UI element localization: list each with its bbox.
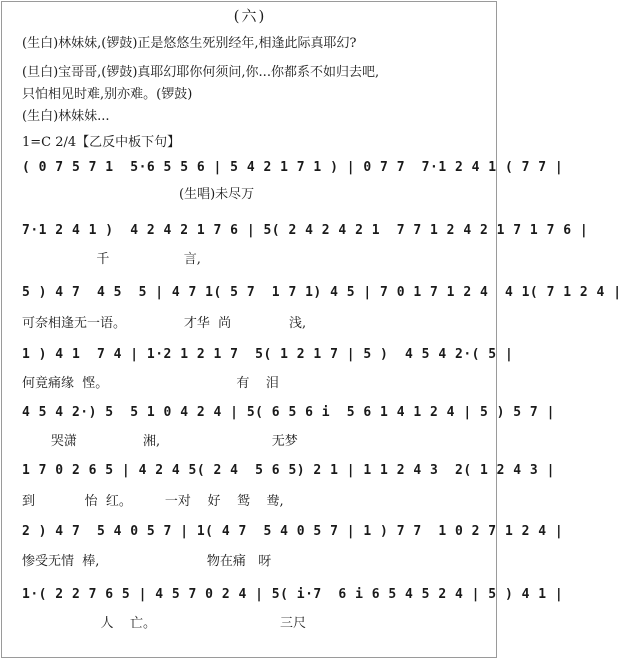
notation-row-4: 1 ) 4 1 7 4 | 1·2 1 2 1 7 5( 1 2 1 7 | 5 ) 4 5 4 2·( 5 |: [22, 347, 514, 362]
lyrics-row-3: 可奈相逢无一语。 才华 尚 浅,: [22, 316, 307, 331]
section-title: (六): [233, 7, 267, 25]
notation-row-6: 1 7 0 2 6 5 | 4 2 4 5( 2 4 5 6 5) 2 1 | 1 1 2 4 3 2( 1 2 4 3 |: [22, 463, 555, 478]
key-signature: 1=C 2/4【乙反中板下句】: [22, 135, 181, 150]
lyrics-row-5: 哭潇 湘, 无梦: [22, 434, 298, 449]
notation-row-2: 7·1 2 4 1 ) 4 2 4 2 1 7 6 | 5( 2 4 2 4 2 1 7 7 1 2 4 2 1 7 1 7 6 |: [22, 223, 589, 238]
dialogue-line-2: (旦白)宝哥哥,(锣鼓)真耶幻耶你何须问,你...你都系不如归去吧, 只怕相见时难,别亦难。(锣鼓): [22, 65, 380, 102]
lyrics-row-8: 人 亡。 三尺: [22, 616, 307, 631]
lyrics-row-6: 到 怡 红。 一对 好 鸳 鸯,: [22, 494, 284, 509]
notation-row-3: 5 ) 4 7 4 5 5 | 4 7 1( 5 7 1 7 1) 4 5 | 7 0 1 7 1 2 4 4 1( 7 1 2 4 |: [22, 285, 622, 300]
dialogue-line-1: (生白)林妹妹,(锣鼓)正是悠悠生死别经年,相逢此际真耶幻?: [22, 36, 357, 51]
notation-row-7: 2 ) 4 7 5 4 0 5 7 | 1( 4 7 5 4 0 5 7 | 1 ) 7 7 1 0 2 7 1 2 4 |: [22, 524, 564, 539]
notation-row-5: 4 5 4 2·) 5 5 1 0 4 2 4 | 5( 6 5 6 i 5 6 1 4 1 2 4 | 5 ) 5 7 |: [22, 405, 555, 420]
lyrics-row-7: 惨受无情 棒, 物在痛 呀: [22, 554, 272, 569]
dialogue-line-3: (生白)林妹妹...: [22, 109, 110, 124]
lyrics-row-4: 何竟痛缘 悭。 有 泪: [22, 376, 279, 391]
lyrics-row-1: (生唱)未尽万: [22, 187, 255, 202]
notation-row-1: ( 0 7 5 7 1 5·6 5 5 6 | 5 4 2 1 7 1 ) | 0 7 7 7·1 2 4 1 ( 7 7 |: [22, 160, 564, 175]
notation-row-8: 1·( 2 2 7 6 5 | 4 5 7 0 2 4 | 5( i·7 6 i 6 5 4 5 2 4 | 5 ) 4 1 |: [22, 587, 564, 602]
lyrics-row-2: 千 言,: [22, 252, 201, 267]
